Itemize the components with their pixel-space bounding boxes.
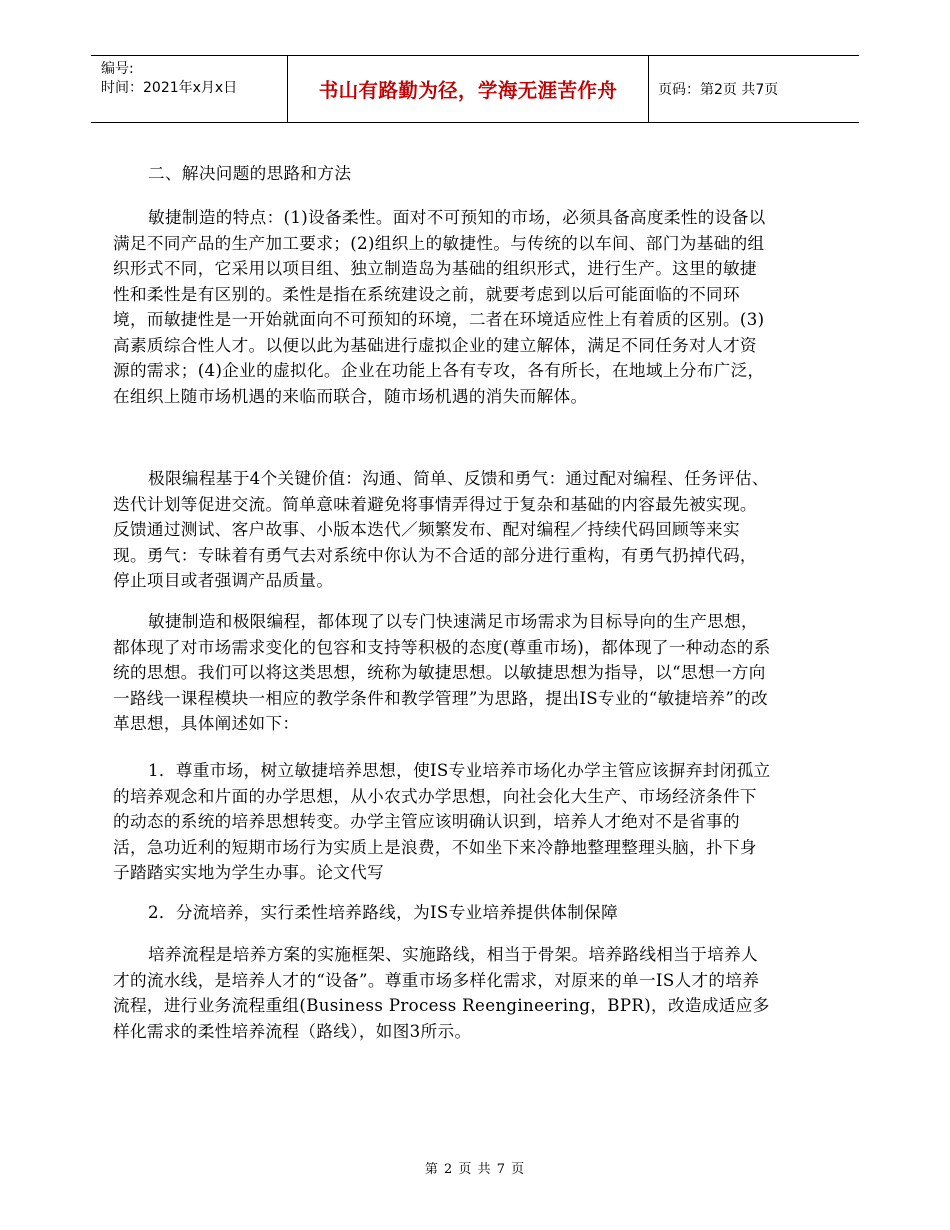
page-footer: 第 2 页 共 7 页 [424, 1162, 526, 1177]
header-motto: 书山有路勤为径，学海无涯苦作舟 [287, 56, 649, 122]
document-number-label: 编号: [101, 61, 134, 77]
document-time: 时间：2021年x月x日 [101, 80, 238, 96]
paragraph-agile-manufacturing: 敏捷制造的特点：(1)设备柔性。面对不可预知的市场，必须具备高度柔性的设备以满足不同产品的生产加工要求；(2)组织上的敏捷性。与传统的以车间、部门为基础的组织形式不同，它采用以项目组、独立制造岛为基础的组织形式，进行生产。这里的敏捷性和柔性是有区别的。柔性是指在系统建设之前，就要考虑到以后可能面临的不同环境，而敏捷性是一开始就面向不可预知的环境，二者在环境适应性上有着质的区别。(3)高素质综合性人才。以便以此为基础进行虚拟企业的建立解体，满足不同任务对人才资源的需求；(4)企业的虚拟化。企业在功能上各有专攻，各有所长，在地域上分布广泛，在组织上随市场机遇的来临而联合，随市场机遇的消失而解体。 [113, 208, 766, 406]
header-meta [101, 60, 237, 98]
paragraph-respect-market: 1．尊重市场，树立敏捷培养思想，使IS专业培养市场化办学主管应该摒弃封闭孤立的培养观念和片面的办学思想，从小农式办学思想，向社会化大生产、市场经济条件下的动态的系统的培养思想转变。办学主管应该明确认识到，培养人才绝对不是省事的活，急功近利的短期市场行为实质上是浪费，不如坐下来冷静地整理整理头脑，扑下身子踏踏实实地为学生办事。论文代写 [113, 761, 771, 882]
page-header [91, 55, 859, 123]
section-heading: 二、解决问题的思路和方法 [148, 164, 352, 183]
header-page-info: 页码：第2页 共7页 [658, 82, 779, 98]
paragraph-extreme-programming: 极限编程基于4个关键价值：沟通、简单、反馈和勇气：通过配对编程、任务评估、迭代计划等促进交流。简单意味着避免将事情弄得过于复杂和基础的内容最先被实现。反馈通过测试、客户故事、小版本迭代／频繁发布、配对编程／持续代码回顾等来实现。勇气：专昧着有勇气去对系统中你认为不合适的部分进行重构，有勇气扔掉代码，停止项目或者强调产品质量。 [113, 469, 769, 590]
paragraph-split-training-heading: 2．分流培养，实行柔性培养路线，为IS专业培养提供体制保障 [148, 903, 619, 922]
paragraph-training-process: 培养流程是培养方案的实施框架、实施路线，相当于骨架。培养路线相当于培养人才的流水线，是培养人才的“设备”。尊重市场多样化需求，对原来的单一IS人才的培养流程，进行业务流程重组(Business Process Reengineering，BPR)，改造成适应多样化需求的柔性培养流程（路线），如图3所示。 [113, 945, 770, 1041]
paragraph-agile-thinking: 敏捷制造和极限编程，都体现了以专门快速满足市场需求为目标导向的生产思想，都体现了对市场需求变化的包容和支持等积极的态度(尊重市场)，都体现了一种动态的系统的思想。我们可以将这类思想，统称为敏捷思想。以敏捷思想为指导，以“思想一方向一路线一课程模块一相应的教学条件和教学管理”为思路，提出IS专业的“敏捷培养”的改革思想，具体阐述如下： [113, 612, 771, 733]
